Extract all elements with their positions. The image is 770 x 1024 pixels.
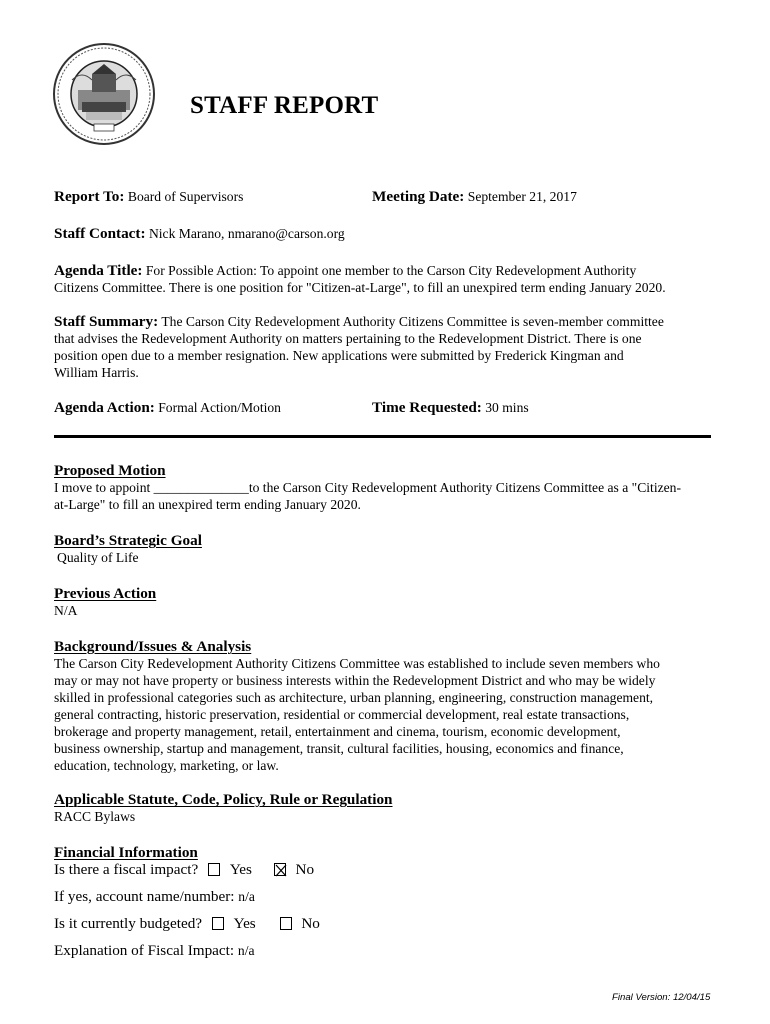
fiscal-impact-yes-checkbox[interactable] <box>208 863 220 876</box>
account-label: If yes, account name/number: <box>54 888 235 905</box>
divider <box>54 435 711 438</box>
strategic-goal-value: Quality of Life <box>57 550 139 565</box>
previous-action-section <box>54 585 714 619</box>
motion-text: to the Carson City Redevelopment Authority Citizens Committee as a "Citizen- <box>248 480 682 495</box>
proposed-motion-section <box>54 462 714 513</box>
staff-summary-label: Staff Summary: <box>54 313 159 330</box>
staff-contact-row <box>54 225 345 242</box>
budgeted-no-checkbox[interactable] <box>280 917 292 930</box>
time-requested-row <box>372 399 529 416</box>
background-line: business ownership, startup and management, transit, cultural facilities, housing, economics and finance, <box>54 741 624 756</box>
yes-label: Yes <box>229 861 252 878</box>
financial-heading: Financial Information <box>54 844 198 861</box>
explanation-row <box>54 942 255 960</box>
fiscal-impact-no-checkbox[interactable] <box>274 863 286 876</box>
time-requested-value: 30 mins <box>485 400 529 415</box>
time-requested-label: Time Requested: <box>372 399 482 416</box>
agenda-action-value: Formal Action/Motion <box>158 400 281 415</box>
agenda-action-label: Agenda Action: <box>54 399 155 416</box>
account-row <box>54 888 255 906</box>
staff-summary-block <box>54 313 714 381</box>
report-to-row <box>54 188 243 205</box>
financial-section <box>54 844 714 861</box>
background-line: skilled in professional categories such as architecture, urban planning, engineering, construction management, <box>54 690 654 705</box>
statute-section <box>54 791 714 825</box>
footer-version: Final Version: 12/04/15 <box>612 992 711 1003</box>
strategic-goal-heading: Board’s Strategic Goal <box>54 532 202 549</box>
page-title: STAFF REPORT <box>190 92 379 119</box>
check-x-icon <box>275 864 287 877</box>
city-seal <box>52 40 157 148</box>
background-line: brokerage and property management, retail, entertainment and cinema, tourism, economic development, <box>54 724 621 739</box>
agenda-title-block <box>54 262 714 296</box>
previous-action-value: N/A <box>54 603 78 618</box>
account-value: n/a <box>238 889 255 904</box>
no-label: No <box>295 861 315 878</box>
meeting-date-label: Meeting Date: <box>372 188 465 205</box>
background-line: general contracting, historic preservation, residential or commercial development, real estate transactions, <box>54 707 630 722</box>
staff-summary-line: William Harris. <box>54 365 139 380</box>
meeting-date-value: September 21, 2017 <box>467 189 577 204</box>
staff-summary-line: The Carson City Redevelopment Authority Citizens Committee is seven-member committee <box>161 314 664 329</box>
budgeted-row <box>54 915 320 933</box>
statute-heading: Applicable Statute, Code, Policy, Rule or Regulation <box>54 791 393 808</box>
motion-blank: ______________ <box>153 480 249 495</box>
agenda-title-line: For Possible Action: To appoint one member to the Carson City Redevelopment Authority <box>145 263 637 278</box>
budgeted-question: Is it currently budgeted? <box>54 915 203 932</box>
fiscal-impact-row <box>54 861 314 879</box>
explanation-label: Explanation of Fiscal Impact: <box>54 942 235 959</box>
strategic-goal-section <box>54 532 714 566</box>
agenda-title-label: Agenda Title: <box>54 262 143 279</box>
background-section <box>54 638 714 774</box>
staff-summary-line: position open due to a member resignation. New applications were submitted by Frederick Kingman and <box>54 348 624 363</box>
staff-contact-value: Nick Marano, nmarano@carson.org <box>148 226 345 241</box>
agenda-title-line: Citizens Committee. There is one position for "Citizen-at-Large", to fill an unexpired term ending January 2020. <box>54 280 666 295</box>
motion-text: I move to appoint <box>54 480 154 495</box>
explanation-value: n/a <box>237 943 255 958</box>
report-to-value: Board of Supervisors <box>127 189 244 204</box>
previous-action-heading: Previous Action <box>54 585 157 602</box>
agenda-action-row <box>54 399 281 416</box>
statute-value: RACC Bylaws <box>54 809 136 824</box>
background-line: may or may not have property or business interests within the Redevelopment District and who may be widely <box>54 673 656 688</box>
staff-summary-line: that advises the Redevelopment Authority on matters pertaining to the Redevelopment District. There is one <box>54 331 642 346</box>
budgeted-no-label: No <box>301 915 320 932</box>
background-heading: Background/Issues & Analysis <box>54 638 252 655</box>
staff-contact-label: Staff Contact: <box>54 225 146 242</box>
background-line: The Carson City Redevelopment Authority Citizens Committee was established to include seven members who <box>54 656 660 671</box>
background-line: education, technology, marketing, or law. <box>54 758 279 773</box>
fiscal-impact-question: Is there a fiscal impact? <box>54 861 199 878</box>
budgeted-yes-label: Yes <box>233 915 256 932</box>
meeting-date-row <box>372 188 577 205</box>
report-to-label: Report To: <box>54 188 125 205</box>
budgeted-yes-checkbox[interactable] <box>212 917 224 930</box>
proposed-motion-heading: Proposed Motion <box>54 462 166 479</box>
motion-text: at-Large" to fill an unexpired term ending January 2020. <box>54 497 361 512</box>
